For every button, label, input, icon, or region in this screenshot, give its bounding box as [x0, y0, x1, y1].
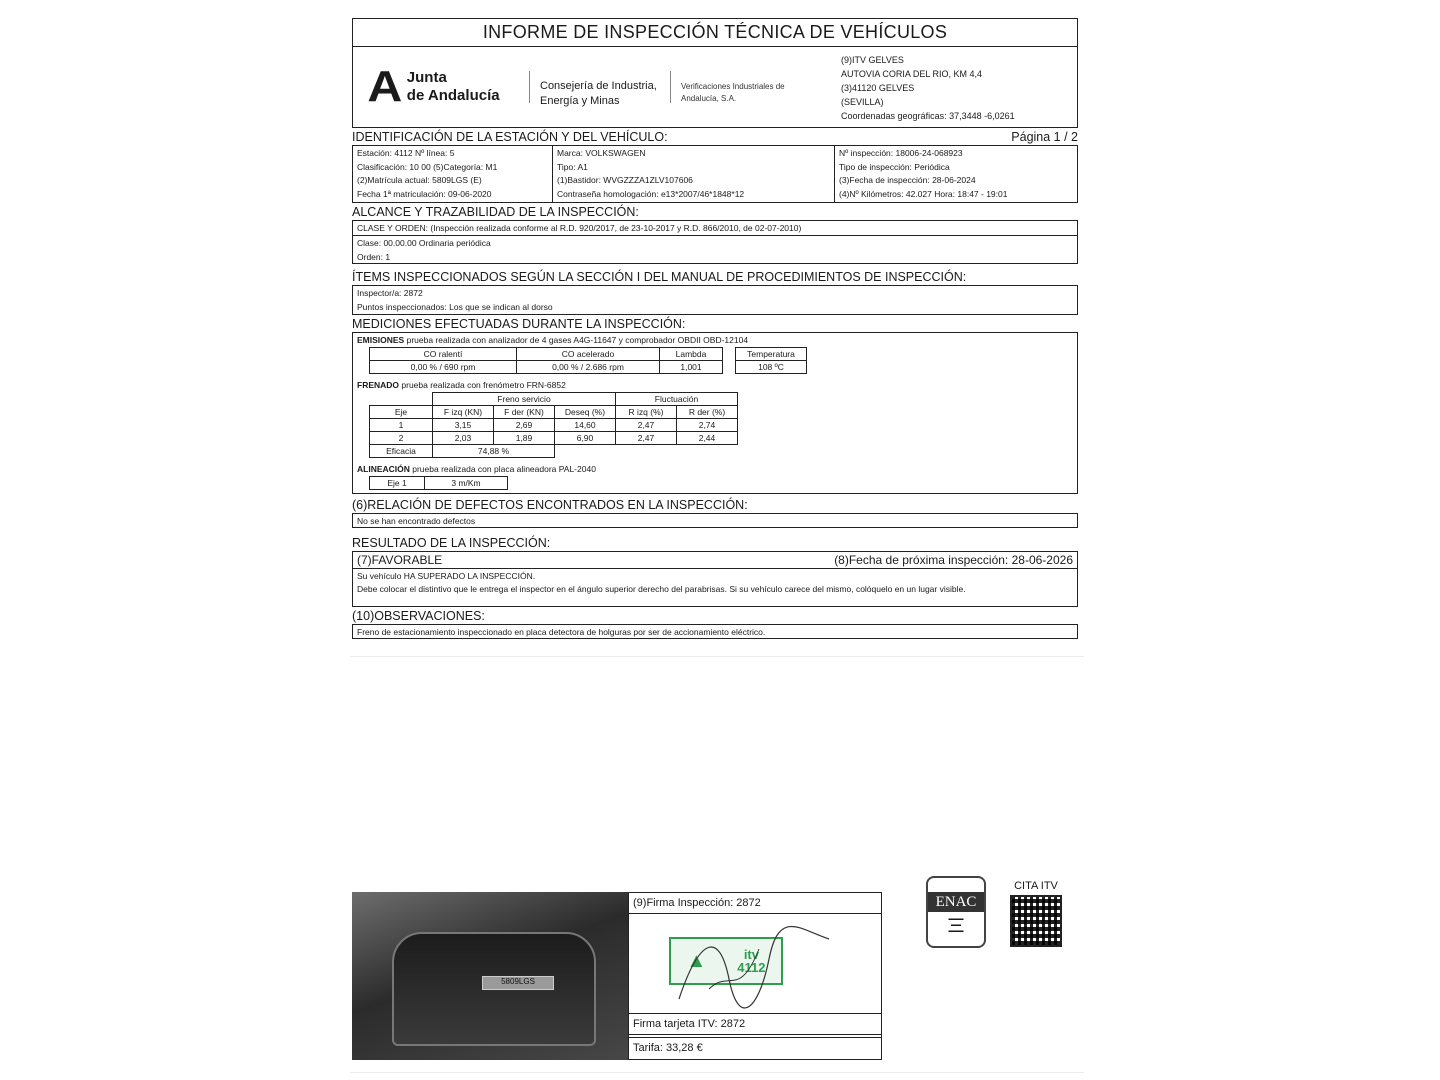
items-line: Puntos inspeccionados: Los que se indican al dorso — [357, 302, 553, 312]
alcance-box — [352, 220, 1078, 264]
station-line: AUTOVIA CORIA DEL RIO, KM 4,4 — [841, 69, 983, 79]
table-cell: 2,03 — [433, 432, 494, 445]
vehicle-photo — [352, 892, 628, 1060]
table-header: CO ralentí — [370, 348, 517, 361]
frenado-label: FRENADO — [357, 380, 400, 390]
ident-field: Nº inspección: 18006-24-068923 — [839, 148, 963, 158]
alcance-line: CLASE Y ORDEN: (Inspección realizada conforme al R.D. 920/2017, de 23-10-2017 y R.D. 866/2010, de 02-07-2010) — [353, 221, 1077, 236]
defectos-text: No se han encontrado defectos — [357, 516, 476, 526]
eficacia-label: Eficacia — [370, 445, 433, 458]
station-line: (9)ITV GELVES — [841, 55, 904, 65]
ident-box — [352, 145, 1078, 203]
ident-field: Fecha 1ª matriculación: 09-06-2020 — [357, 188, 492, 199]
cita-label: CITA ITV — [1014, 880, 1058, 892]
cita-itv — [1006, 880, 1066, 947]
emisiones-text: prueba realizada con analizador de 4 gases A4G-11647 y comprobador OBDII OBD-12104 — [404, 335, 749, 345]
inspection-report — [352, 18, 1078, 639]
table-cell: 3 m/Km — [425, 477, 508, 490]
logo-line1: Junta — [406, 69, 447, 86]
resultado-heading-text: RESULTADO DE LA INSPECCIÓN: — [352, 536, 551, 550]
defectos-heading — [352, 498, 1078, 513]
alineacion-label: ALINEACIÓN — [357, 464, 410, 474]
table-cell: 2,69 — [494, 419, 555, 432]
enac-badge — [926, 876, 986, 948]
alcance-heading-text: ALCANCE Y TRAZABILIDAD DE LA INSPECCIÓN: — [352, 205, 639, 219]
frenado-text: prueba realizada con frenómetro FRN-6852 — [399, 380, 566, 390]
table-cell: 1 — [370, 419, 433, 432]
eficacia-value: 74,88 % — [433, 445, 555, 458]
ident-field: Tipo: A1 — [557, 161, 588, 172]
resultado-box — [352, 551, 1078, 607]
ident-field: Tipo de inspección: Periódica — [839, 161, 950, 172]
consejeria-line2: Energía y Minas — [540, 95, 620, 107]
table-cell: 3,15 — [433, 419, 494, 432]
table-cell: 2,74 — [677, 419, 738, 432]
table-header: F der (KN) — [494, 406, 555, 419]
table-row — [370, 419, 738, 432]
emisiones-label: EMISIONES — [357, 335, 405, 345]
verif-line2: Andalucía, S.A. — [681, 94, 737, 103]
stamp-label: itv — [743, 947, 759, 962]
table-cell: 108 ºC — [736, 361, 807, 374]
signature-box — [628, 892, 882, 1060]
table-cell: 2,44 — [677, 432, 738, 445]
enac-subtext-icon: ▬▬▬ ▬▬ ▬▬▬ — [948, 916, 964, 934]
defectos-box — [352, 513, 1078, 528]
station-line: Coordenadas geográficas: 37,3448 -6,0261 — [841, 111, 1015, 121]
table-cell: 6,90 — [555, 432, 616, 445]
ident-field: (2)Matrícula actual: 5809LGS (E) — [357, 175, 482, 185]
mediciones-heading-text: MEDICIONES EFECTUADAS DURANTE LA INSPECCIÓN: — [352, 317, 686, 331]
junta-stamp-icon: ▲ — [686, 949, 707, 972]
table-cell: 0,00 % / 690 rpm — [370, 361, 517, 374]
ident-field: Clasificación: 10 00 (5)Categoría: M1 — [357, 161, 498, 172]
ident-field: (4)Nº Kilómetros: 42.027 Hora: 18:47 - 19:01 — [839, 188, 1008, 199]
mediciones-box — [352, 332, 1078, 494]
observaciones-text: Freno de estacionamiento inspeccionado en placa detectora de holguras por ser de accionamiento eléctrico. — [357, 627, 766, 637]
ident-field: (1)Bastidor: WVGZZZA1ZLV107606 — [557, 175, 693, 185]
table-cell: 2 — [370, 432, 433, 445]
ident-heading — [352, 130, 1078, 145]
alcance-line: Clase: 00.00.00 Ordinaria periódica — [357, 238, 491, 248]
verif-line1: Verificaciones Industriales de — [681, 82, 785, 91]
result-line: Su vehículo HA SUPERADO LA INSPECCIÓN. — [357, 571, 536, 581]
result-status: (7)FAVORABLE — [357, 553, 443, 567]
table-row — [370, 432, 738, 445]
ident-field: Marca: VOLKSWAGEN — [557, 148, 646, 158]
page-number: Página 1 / 2 — [1011, 130, 1078, 144]
table-header: F izq (KN) — [433, 406, 494, 419]
ident-field: Contraseña homologación: e13*2007/46*1848*12 — [557, 188, 745, 199]
table-header: Temperatura — [736, 348, 807, 361]
firma-tarjeta: Firma tarjeta ITV: 2872 — [629, 1013, 881, 1035]
junta-logo-icon: A — [367, 62, 403, 111]
alcance-line: Orden: 1 — [357, 252, 391, 262]
tarifa: Tarifa: 33,28 € — [629, 1037, 881, 1058]
divider — [350, 1072, 1084, 1073]
license-plate: 5809LGS — [482, 976, 554, 990]
defectos-heading-text: (6)RELACIÓN DE DEFECTOS ENCONTRADOS EN LA INSPECCIÓN: — [352, 498, 748, 512]
result-line: Debe colocar el distintivo que le entrega el inspector en el ángulo superior derecho del parabrisas. Si su vehículo carece del mismo, colóquelo en un lugar visible. — [357, 584, 966, 594]
table-header: R izq (%) — [616, 406, 677, 419]
table-cell: 0,00 % / 2.686 rpm — [517, 361, 660, 374]
logo-line2: de Andalucía — [406, 87, 500, 104]
table-header: Lambda — [660, 348, 723, 361]
station-line: (SEVILLA) — [841, 97, 884, 107]
table-header: R der (%) — [677, 406, 738, 419]
station-line: (3)41120 GELVES — [841, 83, 915, 93]
mediciones-heading — [352, 317, 1078, 332]
verificaciones — [671, 47, 831, 127]
enac-logo-icon: ENAC — [928, 892, 984, 912]
alineacion-table — [369, 476, 508, 490]
table-header: CO acelerado — [517, 348, 660, 361]
ident-heading-text: IDENTIFICACIÓN DE LA ESTACIÓN Y DEL VEHÍCULO: — [352, 130, 668, 144]
table-header: Freno servicio — [433, 393, 616, 406]
signature-icon — [669, 919, 839, 1009]
junta-logo — [353, 47, 529, 127]
qr-code-icon[interactable] — [1010, 895, 1062, 947]
emisiones-table — [369, 347, 807, 374]
table-cell: 14,60 — [555, 419, 616, 432]
items-heading — [352, 270, 1078, 285]
signature-area — [352, 892, 882, 1060]
divider — [350, 656, 1084, 657]
resultado-heading — [352, 536, 1078, 551]
observaciones-box — [352, 624, 1078, 639]
items-line: Inspector/a: 2872 — [357, 288, 423, 298]
next-inspection-date: (8)Fecha de próxima inspección: 28-06-2026 — [834, 553, 1073, 567]
table-header: Eje — [370, 406, 433, 419]
table-cell: 2,47 — [616, 419, 677, 432]
report-header — [352, 46, 1078, 128]
ident-field: Estación: 4112 Nº línea: 5 — [357, 148, 455, 158]
table-cell: 2,47 — [616, 432, 677, 445]
consejeria — [530, 39, 670, 127]
alineacion-text: prueba realizada con placa alineadora PAL-2040 — [409, 464, 596, 474]
alcance-heading — [352, 205, 1078, 220]
frenado-table — [369, 392, 738, 458]
firma-inspeccion: (9)Firma Inspección: 2872 — [629, 893, 881, 914]
table-header: Fluctuación — [616, 393, 738, 406]
table-cell: 1,001 — [660, 361, 723, 374]
table-cell: 1,89 — [494, 432, 555, 445]
stamp-number: 4112 — [737, 960, 766, 975]
table-header: Deseq (%) — [555, 406, 616, 419]
items-heading-text: ÍTEMS INSPECCIONADOS SEGÚN LA SECCIÓN I DEL MANUAL DE PROCEDIMIENTOS DE INSPECCIÓN: — [352, 270, 967, 284]
items-box — [352, 285, 1078, 315]
table-cell: Eje 1 — [370, 477, 425, 490]
ident-field: (3)Fecha de inspección: 28-06-2024 — [839, 175, 976, 185]
observaciones-heading — [352, 609, 1078, 624]
consejeria-line1: Consejería de Industria, — [540, 80, 657, 92]
observaciones-heading-text: (10)OBSERVACIONES: — [352, 609, 485, 623]
report-title: INFORME DE INSPECCIÓN TÉCNICA DE VEHÍCULOS — [352, 18, 1078, 46]
station-info — [831, 47, 1077, 127]
